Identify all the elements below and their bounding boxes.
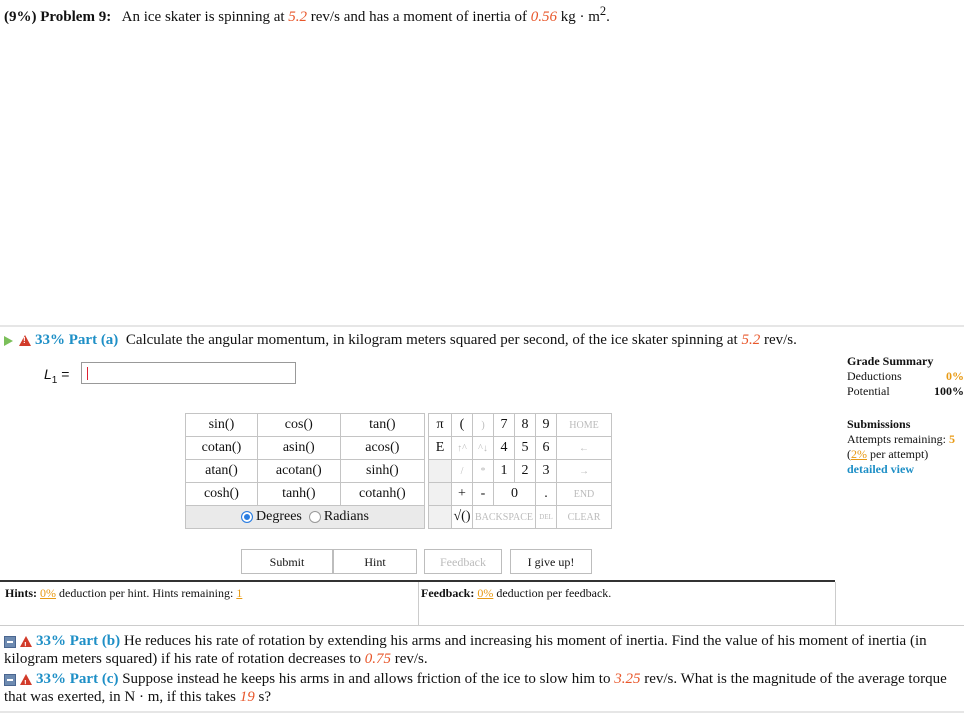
right-arrow-key[interactable]: →	[557, 460, 612, 483]
degrees-label[interactable]: Degrees	[256, 509, 302, 524]
feedback-text: deduction per feedback.	[493, 586, 612, 600]
key-8[interactable]: 8	[515, 414, 536, 437]
problem-text-2: rev/s and has a moment of inertia of	[307, 9, 531, 25]
key-4[interactable]: 4	[494, 437, 515, 460]
part-b-rate: 0.75	[364, 651, 391, 667]
per-attempt-value: 2%	[851, 447, 867, 461]
sqrt-key[interactable]: √()	[452, 506, 473, 529]
var-sub: 1	[51, 374, 58, 386]
part-c-text-3: s?	[254, 689, 272, 705]
blank-key	[429, 460, 452, 483]
part-c-rate: 3.25	[614, 671, 641, 687]
clear-key[interactable]: CLEAR	[557, 506, 612, 529]
minus-key[interactable]: -	[473, 483, 494, 506]
give-up-button[interactable]: I give up!	[510, 549, 592, 574]
part-c-text-2: rev/s. What is the magnitude of the average torque that was exerted, in N · m, if this takes	[4, 671, 947, 705]
left-arrow-key[interactable]: ←	[557, 437, 612, 460]
potential-value: 100%	[934, 384, 964, 398]
acos-button[interactable]: acos()	[340, 437, 424, 460]
answer-variable	[44, 366, 69, 386]
part-a-separator	[0, 325, 964, 327]
feedback-deduction: 0%	[477, 586, 494, 600]
decimal-key[interactable]: .	[536, 483, 557, 506]
submit-button[interactable]: Submit	[241, 549, 333, 574]
warning-icon	[20, 674, 32, 685]
problem-text-1: An ice skater is spinning at	[121, 9, 289, 25]
hints-text: deduction per hint. Hints remaining:	[56, 586, 237, 600]
feedback-button[interactable]: Feedback	[424, 549, 502, 574]
hints-feedback-bottom	[0, 625, 964, 626]
hints-remaining: 1	[236, 586, 243, 600]
cotan-button[interactable]: cotan()	[186, 437, 258, 460]
degrees-radio[interactable]	[241, 511, 253, 523]
key-3[interactable]: 3	[536, 460, 557, 483]
feedback-info	[421, 586, 611, 601]
attempts-label: Attempts remaining:	[847, 432, 949, 446]
keypad	[428, 413, 612, 529]
problem-text-3: kg · m	[556, 9, 600, 25]
right-paren-key[interactable]: )	[473, 414, 494, 437]
function-pad	[185, 413, 425, 529]
grade-summary	[847, 354, 964, 399]
key-6[interactable]: 6	[536, 437, 557, 460]
radians-label[interactable]: Radians	[323, 509, 369, 524]
play-icon[interactable]	[4, 336, 13, 346]
plus-key[interactable]: +	[452, 483, 473, 506]
part-b-text-2: rev/s.	[390, 651, 428, 667]
key-9[interactable]: 9	[536, 414, 557, 437]
bottom-separator	[0, 711, 964, 713]
key-1[interactable]: 1	[494, 460, 515, 483]
key-5[interactable]: 5	[515, 437, 536, 460]
part-b-text-1: He reduces his rate of rotation by extending his arms and increasing his moment of inertia. Find the value of his moment of inertia (in kilogram meters squared) if his rate of rotation decreases to	[4, 633, 927, 667]
part-a-text-1: Calculate the angular momentum, in kilogram meters squared per second, of the ice skater spinning at	[125, 332, 742, 348]
key-0[interactable]: 0	[494, 483, 536, 506]
cotanh-button[interactable]: cotanh()	[340, 483, 424, 506]
hints-info	[5, 586, 242, 601]
asin-button[interactable]: asin()	[257, 437, 340, 460]
acotan-button[interactable]: acotan()	[257, 460, 340, 483]
power-up-key[interactable]: ↑^	[452, 437, 473, 460]
problem-exp: 2	[599, 4, 607, 18]
sinh-button[interactable]: sinh()	[340, 460, 424, 483]
attempts-value: 5	[948, 432, 955, 446]
hints-feedback-separator	[418, 582, 419, 626]
problem-label: (9%) Problem 9:	[4, 9, 112, 25]
divide-key[interactable]: /	[452, 460, 473, 483]
angle-mode	[186, 506, 425, 529]
deductions-label: Deductions	[847, 369, 902, 383]
submissions-panel	[847, 417, 964, 477]
hint-button[interactable]: Hint	[333, 549, 417, 574]
tanh-button[interactable]: tanh()	[257, 483, 340, 506]
part-b	[4, 632, 959, 668]
delete-key[interactable]: DEL	[536, 506, 557, 529]
grade-summary-title: Grade Summary	[847, 354, 934, 368]
power-down-key[interactable]: ^↓	[473, 437, 494, 460]
left-paren-key[interactable]: (	[452, 414, 473, 437]
deductions-value: 0%	[946, 369, 964, 383]
collapse-icon[interactable]	[4, 636, 16, 648]
hints-deduction: 0%	[40, 586, 57, 600]
home-key[interactable]: HOME	[557, 414, 612, 437]
potential-label: Potential	[847, 384, 890, 398]
key-7[interactable]: 7	[494, 414, 515, 437]
hints-label: Hints:	[5, 586, 38, 600]
part-c-text-1: Suppose instead he keeps his arms in and allows friction of the ice to slow him to	[118, 671, 615, 687]
warning-icon	[19, 335, 31, 346]
part-c-time: 19	[239, 689, 255, 705]
part-a-rate: 5.2	[741, 332, 761, 348]
problem-text-4: .	[606, 9, 610, 25]
sin-button[interactable]: sin()	[186, 414, 258, 437]
part-b-label[interactable]: 33% Part (b)	[36, 633, 121, 649]
problem-statement	[4, 4, 610, 26]
cosh-button[interactable]: cosh()	[186, 483, 258, 506]
per-attempt-text: per attempt)	[867, 447, 929, 461]
end-key[interactable]: END	[557, 483, 612, 506]
tan-button[interactable]: tan()	[340, 414, 424, 437]
part-a-header	[4, 332, 797, 349]
text-caret	[87, 367, 88, 380]
pi-key[interactable]: π	[429, 414, 452, 437]
blank-key-3	[429, 506, 452, 529]
e-key[interactable]: E	[429, 437, 452, 460]
warning-icon	[20, 636, 32, 647]
backspace-key[interactable]: BACKSPACE	[473, 506, 536, 529]
part-a-text-2: rev/s.	[760, 332, 797, 348]
feedback-right-border	[835, 582, 836, 626]
feedback-label: Feedback:	[421, 586, 475, 600]
var-main: L	[44, 366, 52, 382]
blank-key-2	[429, 483, 452, 506]
part-a-label[interactable]: 33% Part (a)	[35, 332, 119, 348]
var-eq: =	[57, 366, 70, 382]
multiply-key[interactable]: *	[473, 460, 494, 483]
key-2[interactable]: 2	[515, 460, 536, 483]
radians-radio[interactable]	[309, 511, 321, 523]
problem-inertia: 0.56	[530, 9, 557, 25]
submissions-title: Submissions	[847, 417, 911, 431]
problem-rate: 5.2	[288, 9, 308, 25]
collapse-icon[interactable]	[4, 674, 16, 686]
part-c-label[interactable]: 33% Part (c)	[36, 671, 119, 687]
answer-input[interactable]	[81, 362, 296, 384]
cos-button[interactable]: cos()	[257, 414, 340, 437]
atan-button[interactable]: atan()	[186, 460, 258, 483]
per-open: (	[847, 447, 851, 461]
detailed-view-link[interactable]: detailed view	[847, 462, 914, 476]
part-c	[4, 670, 959, 706]
